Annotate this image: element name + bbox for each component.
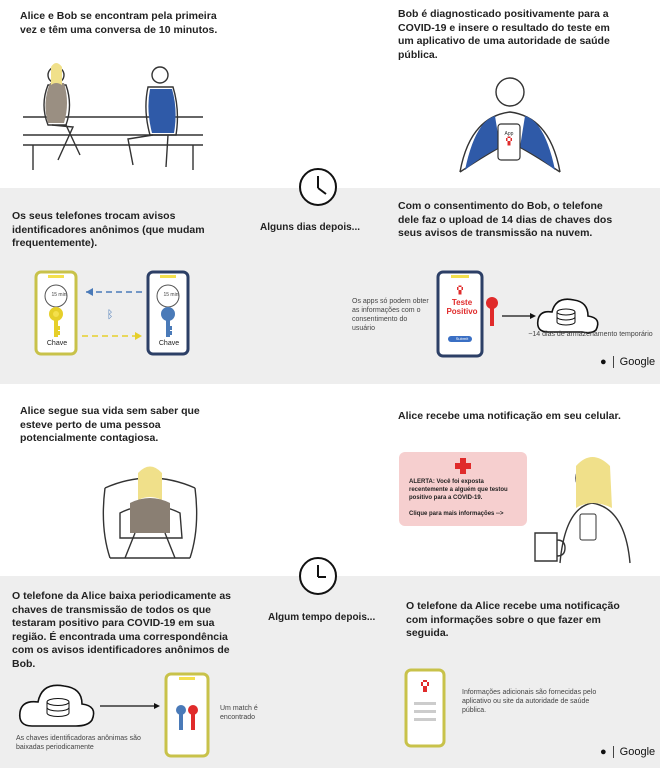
left-key-label: Chave	[46, 340, 68, 347]
google-wordmark: Google	[619, 746, 656, 758]
panel-3-text: Os seus telefones trocam avisos identificadores anônimos (que mudam frequentemente).	[12, 210, 205, 249]
apple-icon: ●	[600, 356, 607, 368]
alice-in-chair-illustration	[90, 458, 210, 568]
apple-google-logo	[600, 356, 655, 368]
submit-label: Submit	[455, 336, 469, 341]
bob-with-phone-illustration	[420, 72, 600, 177]
consent-note: Os apps só podem obter as informações com o consentimento do usuário	[352, 298, 429, 332]
bench-illustration	[18, 55, 208, 175]
apple-icon: ●	[600, 746, 607, 758]
teste-label: Teste	[451, 298, 473, 307]
google-wordmark: Google	[619, 356, 656, 368]
transition-2: Algum tempo depois...	[268, 612, 376, 623]
panel-1-text: Alice e Bob se encontram pela primeira vez e têm uma conversa de 10 minutos.	[20, 10, 218, 36]
info-phone-illustration	[404, 668, 446, 748]
alert-card[interactable]	[399, 452, 527, 526]
svg-text:ᛒ: ᛒ	[106, 308, 114, 321]
alice-with-phone-illustration	[530, 448, 640, 568]
transition-1: Alguns dias depois...	[260, 222, 361, 233]
panel-7-text: O telefone da Alice baixa periodicamente as chaves de transmissão de todos os que testaram positivo para COVID-19 em sua região. É encontrada uma correspondência com os avisos identificadores anônimos de Bob.	[12, 590, 232, 670]
clock-icon	[298, 556, 338, 596]
medical-cross-icon	[455, 458, 471, 474]
additional-info-note: Informações adicionais são fornecidas pelo aplicativo ou site da autoridade de saúde pública.	[462, 689, 597, 714]
left-phone-min: 15 min	[51, 292, 67, 298]
panel-4-text: Com o consentimento do Bob, o telefone dele faz o upload de 14 dias de chaves dos seus avisos de transmissão na nuvem.	[398, 200, 613, 239]
positivo-label: Positivo	[446, 307, 478, 316]
apple-google-logo-bottom	[600, 746, 655, 758]
downloaded-note: As chaves identificadoras anônimas são baixadas periodicamente	[16, 735, 141, 751]
match-note: Um match é encontrado	[220, 705, 258, 721]
alert-text: ALERTA: Você foi exposta recentemente a alguém que testou positivo para a COVID-19.	[409, 479, 508, 501]
right-key-label: Chave	[158, 340, 180, 347]
storage-note: ~14 dias de armazenamento temporário	[528, 331, 653, 338]
match-phone-illustration	[164, 672, 210, 758]
app-label: App	[504, 131, 514, 137]
panel-5-text: Alice segue sua vida sem saber que esteve perto de uma pessoa potencialmente contagiosa.	[20, 405, 200, 444]
panel-8-text: O telefone da Alice recebe uma notificação com informações sobre o que fazer em seguida.	[406, 600, 620, 639]
alert-link[interactable]: Clique para mais informações -->	[409, 511, 504, 517]
panel-2-text: Bob é diagnosticado positivamente para a COVID-19 e insere o resultado do teste em um aplicativo de uma autoridade de saúde pública.	[398, 8, 610, 61]
panel-6-text: Alice recebe uma notificação em seu celular.	[398, 410, 621, 422]
clock-icon	[298, 167, 338, 207]
right-phone-min: 15 min	[163, 292, 179, 298]
